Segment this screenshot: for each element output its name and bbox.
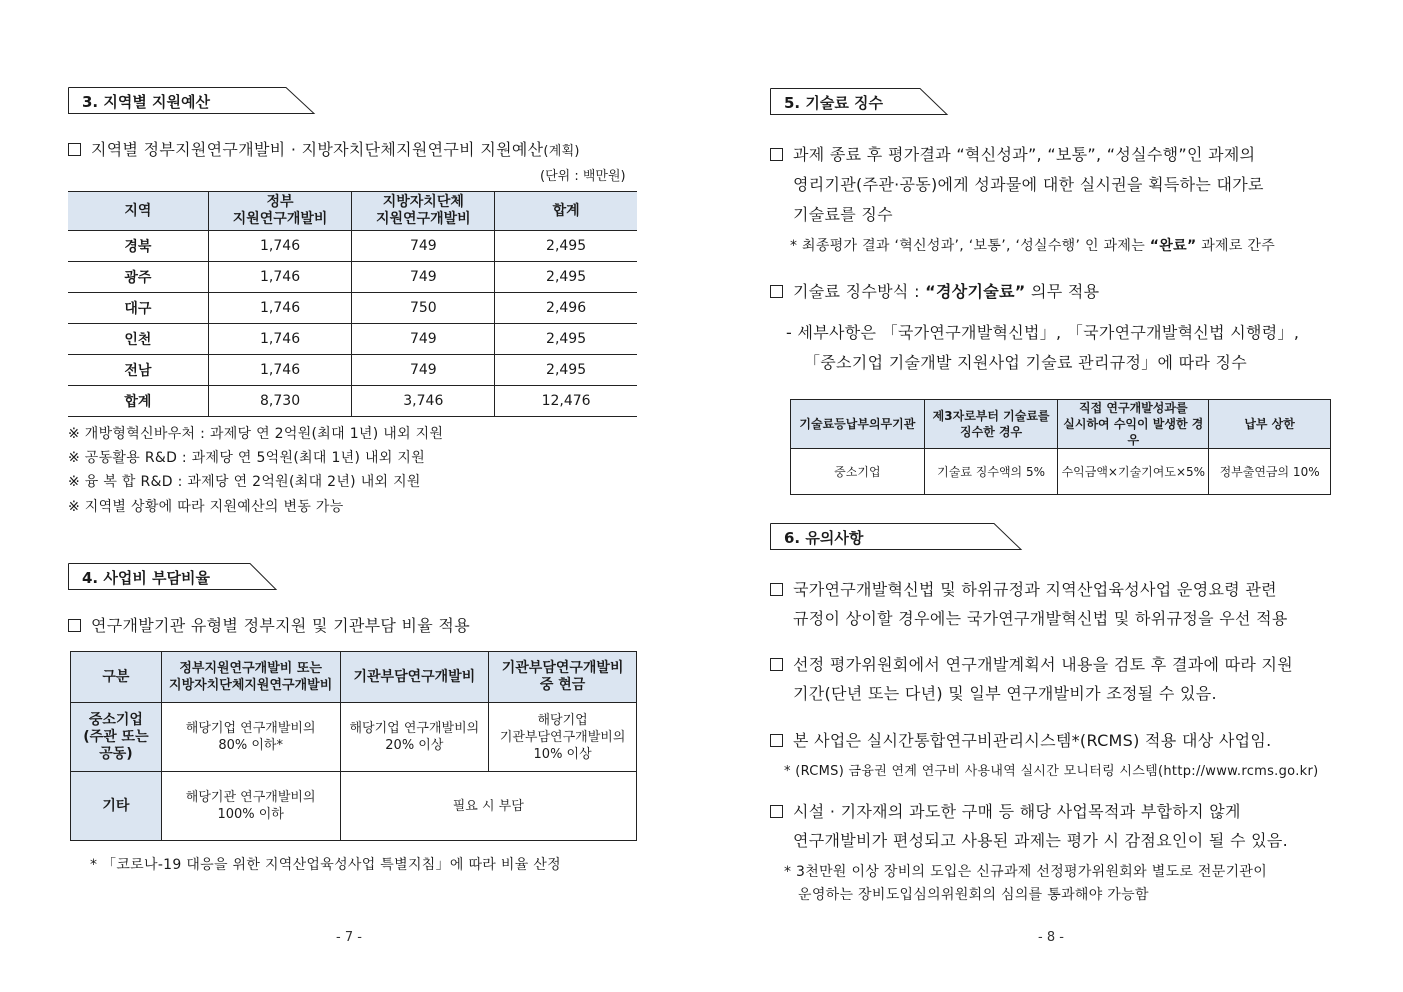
checkbox-bullet-icon [770,734,783,747]
section3-heading [68,87,316,115]
table-row: 기타 해당기관 연구개발비의 100% 이하 필요 시 부담 [71,772,637,841]
section5-sub-line2: 「중소기업 기술개발 지원사업 기술료 관리규정」에 따라 징수 [804,353,1248,372]
header-gov-fund: 정부지원연구개발비 또는 지방자치단체지원연구개발비 [161,652,340,703]
section6-item4-note-line1: * 3천만원 이상 장비의 도입은 신규과제 선정평가위원회와 별도로 전문기관이 [784,864,1268,880]
cost-sharing-table [70,651,637,841]
page-number-right: - 8 - [1038,930,1064,945]
header-category: 구분 [71,652,162,703]
section6-item1-line2: 규정이 상이할 경우에는 국가연구개발혁신법 및 하위규정을 우선 적용 [793,609,1288,628]
budget-note: ※ 공동활용 R&D : 과제당 연 5억원(최대 1년) 내외 지원 [68,450,426,466]
unit-label: (단위 : 백만원) [540,169,626,184]
page-number-left: - 7 - [336,930,362,945]
section4-title: 4. 사업비 부담비율 [82,569,211,587]
section6-item1-line1: 국가연구개발혁신법 및 하위규정과 지역산업육성사업 운영요령 관련 [770,575,1277,605]
header-direct-use: 직접 연구개발성과를 실시하여 수익이 발생한 경우 [1058,400,1209,449]
table-row: 대구 1,746 750 2,496 [68,293,637,324]
royalty-table [790,399,1331,495]
section5-item2: 기술료 징수방식 : “경상기술료” 의무 적용 [770,277,1099,307]
checkbox-bullet-icon [68,619,81,632]
table-row: 경북 1,746 749 2,495 [68,231,637,262]
section5-title: 5. 기술료 징수 [784,94,884,112]
table-header-row [68,192,637,231]
table-header-row [791,400,1331,449]
section3-item: 지역별 정부지원연구개발비 · 지방자치단체지원연구비 지원예산(계획) [68,135,580,167]
section4-item: 연구개발기관 유형별 정부지원 및 기관부담 비율 적용 [68,611,470,641]
region-budget-table [68,191,637,417]
header-gov-fund: 정부 지원연구개발비 [208,192,352,231]
section6-item4-line2: 연구개발비가 편성되고 사용된 과제는 평가 시 감점요인이 될 수 있음. [793,831,1289,850]
section5-sub-line1: - 세부사항은 「국가연구개발혁신법」, 「국가연구개발혁신법 시행령」, [786,323,1300,342]
header-obligor: 기술료등납부의무기관 [791,400,925,449]
checkbox-bullet-icon [770,583,783,596]
section4-heading [68,563,280,591]
budget-note: ※ 융 복 합 R&D : 과제당 연 2억원(최대 2년) 내외 지원 [68,474,421,490]
checkbox-bullet-icon [770,148,783,161]
header-local-fund: 지방자치단체 지원연구개발비 [352,192,495,231]
section6-item4-line1: 시설 · 기자재의 과도한 구매 등 해당 사업목적과 부합하지 않게 [770,797,1241,827]
table-row: 광주 1,746 749 2,495 [68,262,637,293]
budget-note: ※ 지역별 상황에 따라 지원예산의 변동 가능 [68,499,344,515]
header-inst-fund: 기관부담연구개발비 [340,652,489,703]
section5-item1-line2: 영리기관(주관·공동)에게 성과물에 대한 실시권을 획득하는 대가로 [793,175,1264,194]
header-third-party: 제3자로부터 기술료를 징수한 경우 [924,400,1058,449]
section6-item3-line1: 본 사업은 실시간통합연구비관리시스템*(RCMS) 적용 대상 사업임. [770,726,1272,756]
header-total: 합계 [495,192,637,231]
table-row: 중소기업 기술료 징수액의 5% 수익금액×기술기여도×5% 정부출연금의 10% [791,449,1331,495]
section5-item1-note: * 최종평가 결과 ‘혁신성과’, ‘보통’, ‘성실수행’ 인 과제는 “완료” 과제로 간주 [790,238,1276,254]
section5-item1-line1: 과제 종료 후 평가결과 “혁신성과”, “보통”, “성실수행”인 과제의 [770,140,1255,170]
section6-heading [770,523,1024,551]
section5-heading [770,88,950,116]
section3-title: 3. 지역별 지원예산 [82,93,211,111]
ratio-footnote: * 「코로나-19 대응을 위한 지역산업육성사업 특별지침」에 따라 비율 산정 [90,857,561,873]
row-label-sme: 중소기업 (주관 또는 공동) [71,703,162,772]
table-total-row: 합계 8,730 3,746 12,476 [68,386,637,417]
table-header-row [71,652,637,703]
header-region: 지역 [68,192,208,231]
section6-title: 6. 유의사항 [784,529,864,547]
header-cap: 납부 상한 [1209,400,1331,449]
checkbox-bullet-icon [770,285,783,298]
table-row: 인천 1,746 749 2,495 [68,324,637,355]
section6-item2-line2: 기간(단년 또는 다년) 및 일부 연구개발비가 조정될 수 있음. [793,684,1217,703]
header-inst-cash: 기관부담연구개발비 중 현금 [489,652,637,703]
row-label-other: 기타 [71,772,162,841]
section5-item1-line3: 기술료를 징수 [793,205,893,224]
table-row: 전남 1,746 749 2,495 [68,355,637,386]
table-row: 중소기업 (주관 또는 공동) 해당기업 연구개발비의 80% 이하* 해당기업 연구개발비의 20% 이상 해당기업 기관부담연구개발비의 10% 이상 [71,703,637,772]
budget-note: ※ 개방형혁신바우처 : 과제당 연 2억원(최대 1년) 내외 지원 [68,426,444,442]
section6-item3-note: * (RCMS) 금융권 연계 연구비 사용내역 실시간 모니터링 시스템(http://www.rcms.go.kr) [784,764,1319,779]
checkbox-bullet-icon [770,658,783,671]
checkbox-bullet-icon [68,143,81,156]
section6-item4-note-line2: 운영하는 장비도입심의위원회의 심의를 통과해야 가능함 [798,887,1149,903]
checkbox-bullet-icon [770,805,783,818]
section6-item2-line1: 선정 평가위원회에서 연구개발계획서 내용을 검토 후 결과에 따라 지원 [770,650,1293,680]
